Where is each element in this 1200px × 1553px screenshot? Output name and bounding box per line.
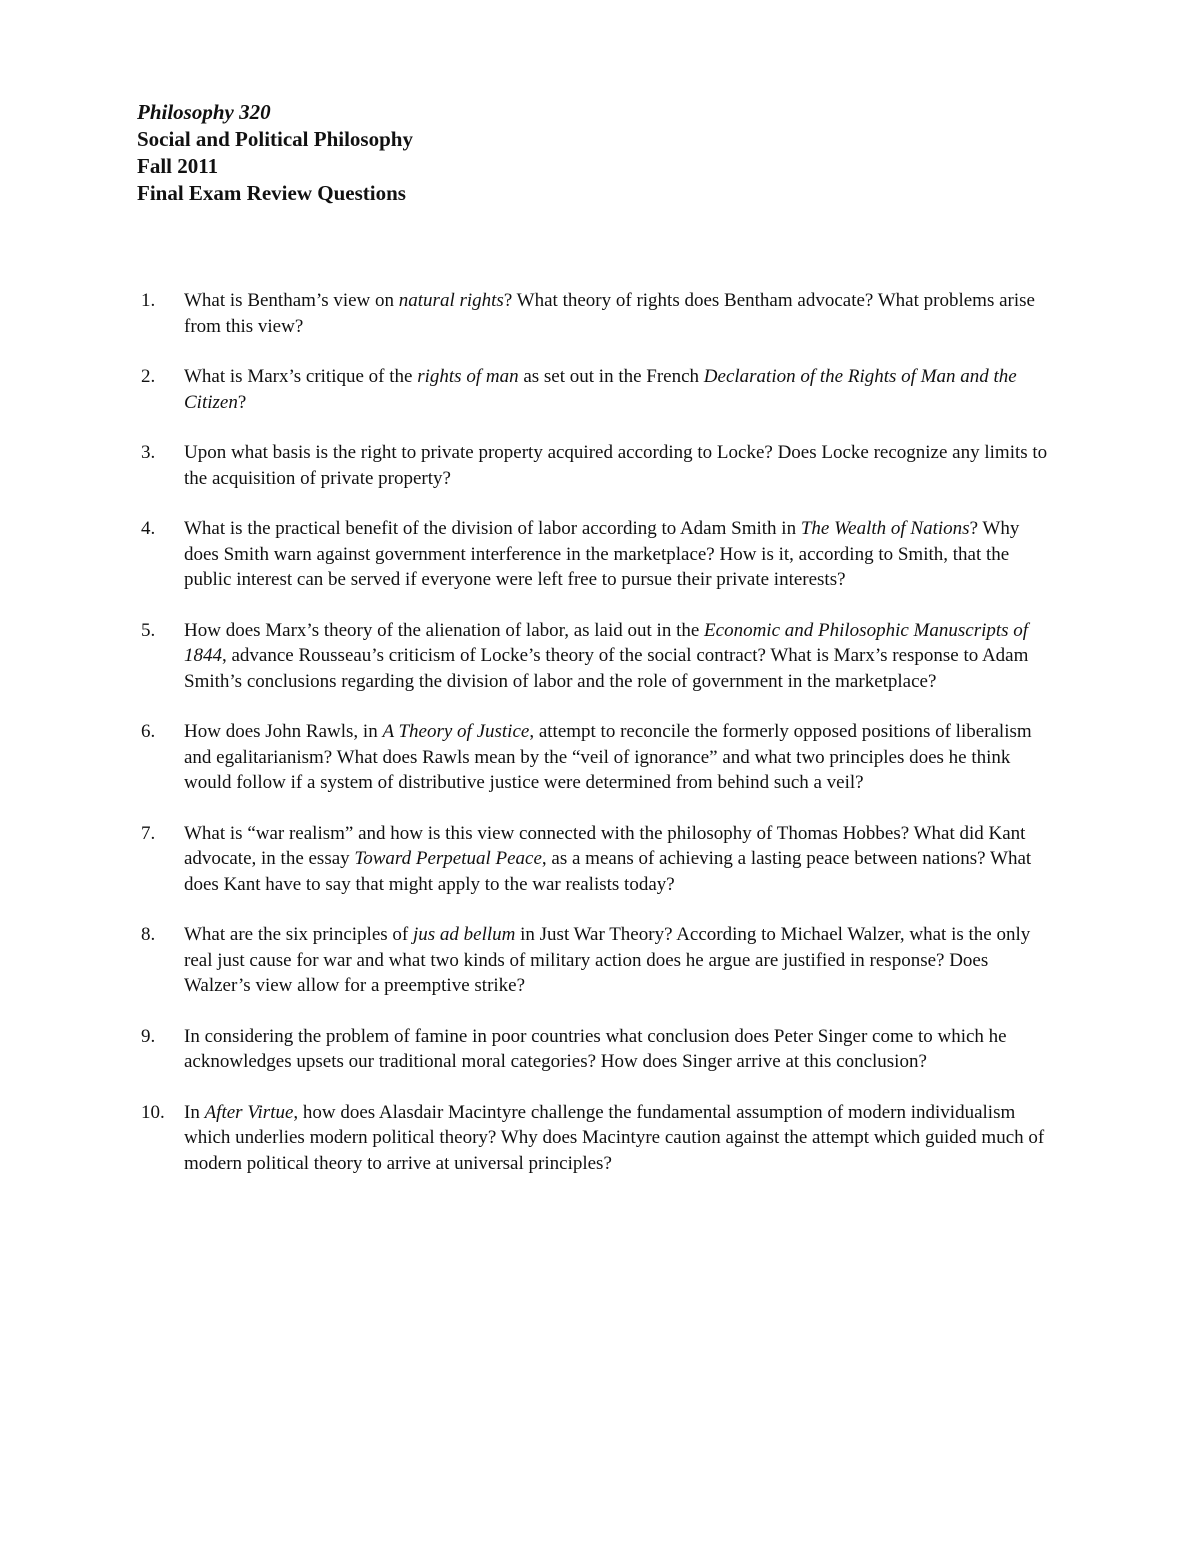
question-item	[137, 618, 1057, 695]
question-number: 8.	[141, 924, 156, 945]
document-title: Final Exam Review Questions	[137, 181, 406, 205]
question-text-segment: , attempt to reconcile the formerly opposed positions of liberalism and egalitarianism? What does Rawls mean by the “veil of ignorance” and what two principles does he think would follow if a system of distributive justice were determined from behind such a veil?	[184, 721, 1032, 793]
document-header	[137, 99, 413, 207]
italic-title: jus ad bellum	[412, 924, 516, 945]
italic-title: A Theory of Justice	[382, 721, 530, 742]
italic-title: natural rights	[398, 290, 504, 311]
question-text-segment: , advance Rousseau’s criticism of Locke’s theory of the social contract? What is Marx’s response to Adam Smith’s conclusions regarding the division of labor and the role of government in the marketplace?	[184, 645, 1029, 692]
question-text-segment: What is Bentham’s view on	[184, 290, 399, 311]
question-item	[137, 719, 1057, 796]
question-text-segment: What is Marx’s critique of the	[184, 366, 418, 387]
question-text	[184, 821, 1057, 898]
question-text-segment: in Just War Theory? According to Michael Walzer, what is the only real just cause for war and what two kinds of military action does he argue are justified in response? Does Walzer’s view allow for a preemptive strike?	[184, 924, 1031, 996]
question-item	[137, 1024, 1057, 1075]
question-text-segment: What is the practical benefit of the division of labor according to Adam Smith in	[184, 518, 801, 539]
italic-title: The Wealth of Nations	[800, 518, 970, 539]
italic-title: Toward Perpetual Peace	[354, 848, 542, 869]
question-text-segment: What is “war realism” and how is this view connected with the philosophy of Thomas Hobbes? What did Kant advocate, in the essay	[184, 822, 1026, 869]
question-item	[137, 364, 1057, 415]
question-text	[184, 719, 1057, 796]
question-item	[137, 1100, 1057, 1177]
question-item	[137, 516, 1057, 593]
question-number: 7.	[141, 822, 156, 844]
question-number: 5.	[141, 619, 156, 641]
question-number: 9.	[141, 1025, 156, 1047]
italic-title: rights of man	[417, 366, 519, 387]
question-text-segment: , how does Alasdair Macintyre challenge the fundamental assumption of modern individualism which underlies modern political theory? Why does Macintyre caution against the attempt which guided much of modern political theory to arrive at universal principles?	[184, 1101, 1045, 1174]
question-text	[184, 1024, 1057, 1075]
question-text-segment: Upon what basis is the right to private property acquired according to Locke? Does Locke recognize any limits to the acquisition of private property?	[184, 442, 1048, 489]
question-text	[184, 288, 1057, 339]
question-text-segment: What are the six principles of	[184, 924, 413, 945]
italic-title: After Virtue	[204, 1101, 294, 1123]
question-text-segment: In	[184, 1101, 205, 1123]
question-item	[137, 440, 1057, 491]
italic-title: Declaration of the Rights of Man and the Citizen	[184, 366, 1017, 413]
course-number: Philosophy 320	[137, 100, 271, 124]
question-text	[184, 618, 1057, 695]
question-text	[184, 364, 1057, 415]
question-text-segment: ?	[237, 391, 247, 413]
question-text-segment: , as a means of achieving a lasting peace between nations? What does Kant have to say that might apply to the war realists today?	[184, 848, 1032, 895]
question-text-segment: ? Why does Smith warn against government interference in the marketplace? How is it, according to Smith, that the public interest can be served if everyone were left free to pursue their private interests?	[184, 518, 1020, 590]
italic-title: Economic and Philosophic Manuscripts of 1844	[184, 619, 1029, 666]
question-number: 6.	[141, 721, 156, 742]
question-text	[184, 516, 1057, 593]
question-text-segment: How does John Rawls, in	[184, 721, 383, 742]
question-number: 3.	[141, 442, 156, 463]
course-title: Social and Political Philosophy	[137, 127, 413, 151]
question-item	[137, 288, 1057, 339]
question-text	[184, 1100, 1057, 1177]
question-text-segment: In considering the problem of famine in poor countries what conclusion does Peter Singer come to which he acknowledges upsets our traditional moral categories? How does Singer arrive at this conclusion?	[184, 1025, 1007, 1072]
question-text	[184, 440, 1057, 491]
term: Fall 2011	[137, 154, 219, 178]
question-number: 10.	[141, 1101, 165, 1123]
question-item	[137, 821, 1057, 898]
question-text	[184, 922, 1057, 999]
question-number: 2.	[141, 366, 156, 387]
question-list	[137, 288, 1057, 1201]
question-number: 4.	[141, 518, 156, 539]
question-text-segment: ? What theory of rights does Bentham advocate? What problems arise from this view?	[184, 290, 1035, 337]
question-item	[137, 922, 1057, 999]
question-text-segment: How does Marx’s theory of the alienation of labor, as laid out in the	[184, 619, 705, 641]
question-text-segment: as set out in the French	[518, 366, 704, 387]
question-number: 1.	[141, 290, 156, 311]
